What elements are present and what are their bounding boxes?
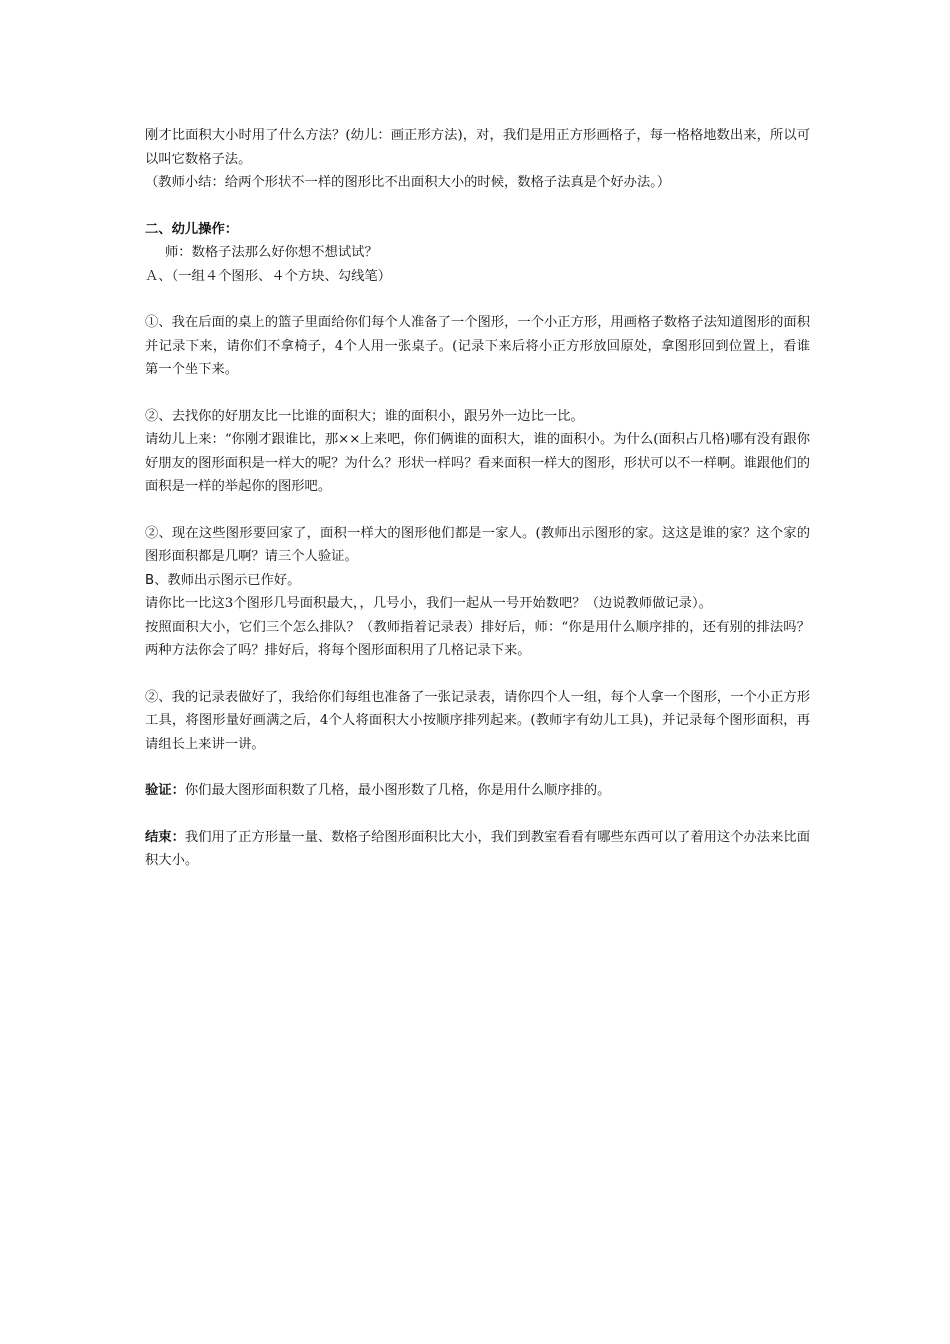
paragraph-teacher-question: 师：数格子法那么好你想不想试试？ [165, 245, 378, 260]
spacer [145, 195, 810, 218]
paragraph-invite-children: 请幼儿上来：“你刚才跟谁比，那××上来吧，你们俩谁的面积大，谁的面积小。为什么(面积占几格)哪有没有跟你好朋友的图形面积是一样大的呢？为什么？形状一样吗？看来面积一样大的图形，形状可以不一样啊。谁跟他们的面积是一样的举起你的图形吧。 [145, 432, 810, 494]
paragraph-part-b: B、教师出示图示已作好。 [145, 572, 301, 588]
paragraph-materials: Ａ、（一组４个图形、４个方块、勾线笔） [145, 268, 391, 284]
end-text: 我们用了正方形量一量、数格子给图形面积比大小，我们到教室看看有哪些东西可以了着用这个办法来比面积大小。 [145, 829, 811, 868]
spacer [145, 663, 810, 686]
end-label: 结束： [145, 829, 185, 845]
paragraph-method-review: 刚才比面积大小时用了什么方法？(幼儿：画正形方法)，对，我们是用正方形画格子，每一格格地数出来，所以可以叫它数格子法。 [145, 128, 810, 167]
spacer [145, 499, 810, 522]
section-heading-child-operation: 二、幼儿操作： [145, 221, 239, 237]
paragraph-verify [145, 779, 810, 803]
paragraph-compare-three: 请你比一比这3个图形几号面积最大，，几号小，我们一起从一号开始数吧？（边说教师做记录）。 [145, 596, 712, 611]
paragraph-record-sheet: ②、我的记录表做好了，我给你们每组也准备了一张记录表，请你四个人一组，每个人拿一个图形，一个小正方形工具，将图形量好画满之后，4个人将面积大小按顺序排列起来。(教师字有幼儿工具)，并记录每个图形面积，再请组长上来讲一讲。 [145, 689, 810, 752]
spacer [145, 803, 810, 826]
paragraph-end [145, 826, 810, 873]
spacer [145, 382, 810, 405]
document-body [145, 124, 810, 873]
paragraph-step-1: ①、我在后面的桌上的篮子里面给你们每个人准备了一个图形，一个小正方形，用画格子数格子法知道图形的面积并记录下来，请你们不拿椅子，4个人用一张桌子。(记录下来后将小正方形放回原处，拿图形回到位置上，看谁第一个坐下来。 [145, 315, 810, 377]
paragraph-step-2-compare: ②、去找你的好朋友比一比谁的面积大；谁的面积小，跟另外一边比一比。 [145, 408, 584, 424]
verify-label: 验证： [145, 783, 185, 798]
paragraph-ordering: 按照面积大小，它们三个怎么排队？（教师指着记录表）排好后，师：“你是用什么顺序排的，还有别的排法吗？两种方法你会了吗？排好后，将每个图形面积用了几格记录下来。 [145, 619, 810, 658]
spacer [145, 756, 810, 779]
paragraph-teacher-summary: （教师小结：给两个形状不一样的图形比不出面积大小的时候，数格子法真是个好办法。） [145, 175, 671, 190]
verify-text: 你们最大图形面积数了几格，最小图形数了几格，你是用什么顺序排的。 [184, 783, 611, 798]
paragraph-shapes-home: ②、现在这些图形要回家了，面积一样大的图形他们都是一家人。(教师出示图形的家。这这是谁的家？这个家的图形面积都是几啊？请三个人验证。 [145, 525, 810, 564]
spacer [145, 288, 810, 311]
